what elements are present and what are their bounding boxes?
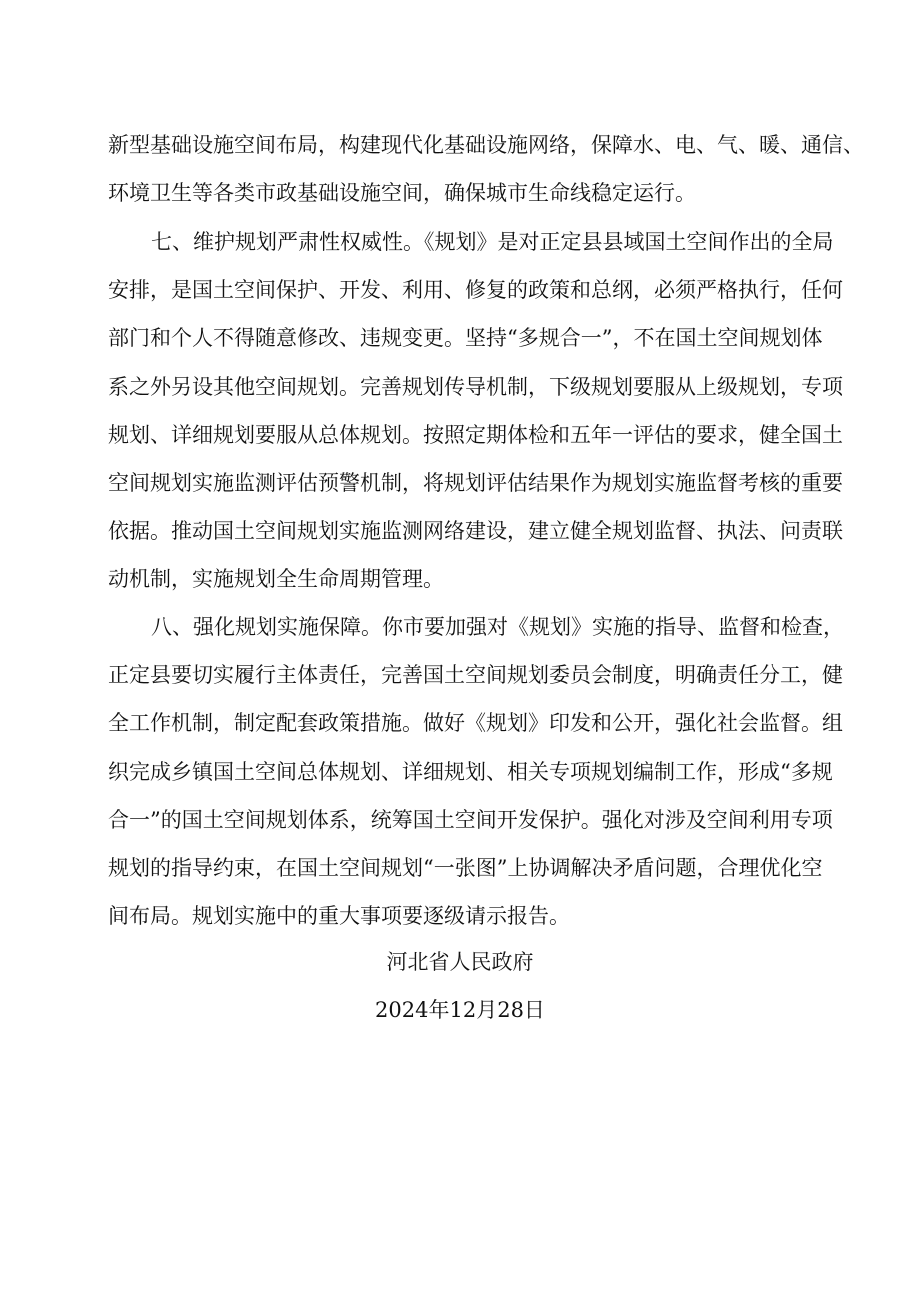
text-line: 七、维护规划严肃性权威性。《规划》是对正定县县域国土空间作出的全局 (151, 230, 834, 254)
text-line: 规划的指导约束，在国土空间规划“一张图”上协调解决矛盾问题，合理优化空 (108, 855, 823, 880)
text-line: 新型基础设施空间布局，构建现代化基础设施网络，保障水、电、气、暖、通信、 (108, 133, 864, 157)
text-line: 空间规划实施监测评估预警机制，将规划评估结果作为规划实施监督考核的重要 (108, 470, 843, 495)
text-line: 间布局。规划实施中的重大事项要逐级请示报告。 (108, 904, 570, 929)
text-line: 织完成乡镇国土空间总体规划、详细规划、相关专项规划编制工作，形成“多规 (108, 759, 833, 784)
paragraph-infrastructure (108, 121, 864, 217)
text-line: 系之外另设其他空间规划。完善规划传导机制，下级规划要服从上级规划，专项 (108, 374, 843, 399)
issuer-name: 河北省人民政府 (386, 950, 534, 974)
text-line: 部门和个人不得随意修改、违规变更。坚持“多规合一”，不在国土空间规划体 (108, 326, 823, 351)
text-line: 动机制，实施规划全生命周期管理。 (108, 567, 444, 592)
text-line: 安排，是国土空间保护、开发、利用、修复的政策和总纲，必须严格执行，任何 (108, 278, 843, 303)
text-line: 正定县要切实履行主体责任，完善国土空间规划委员会制度，明确责任分工，健 (108, 663, 843, 688)
paragraph-section-8 (108, 603, 844, 940)
issue-date: 2024年12月28日 (375, 998, 545, 1022)
text-line: 环境卫生等各类市政基础设施空间，确保城市生命线稳定运行。 (108, 181, 696, 206)
text-line: 规划、详细规划要服从总体规划。按照定期体检和五年一评估的要求，健全国土 (108, 422, 843, 447)
text-line: 依据。推动国土空间规划实施监测网络建设，建立健全规划监督、执法、问责联 (108, 519, 843, 544)
text-line: 全工作机制，制定配套政策措施。做好《规划》印发和公开，强化社会监督。组 (108, 711, 843, 736)
text-line: 合一”的国土空间规划体系，统筹国土空间开发保护。强化对涉及空间利用专项 (108, 807, 833, 832)
paragraph-section-7 (108, 218, 843, 604)
text-line: 八、强化规划实施保障。你市要加强对《规划》实施的指导、监督和检查， (151, 615, 844, 639)
